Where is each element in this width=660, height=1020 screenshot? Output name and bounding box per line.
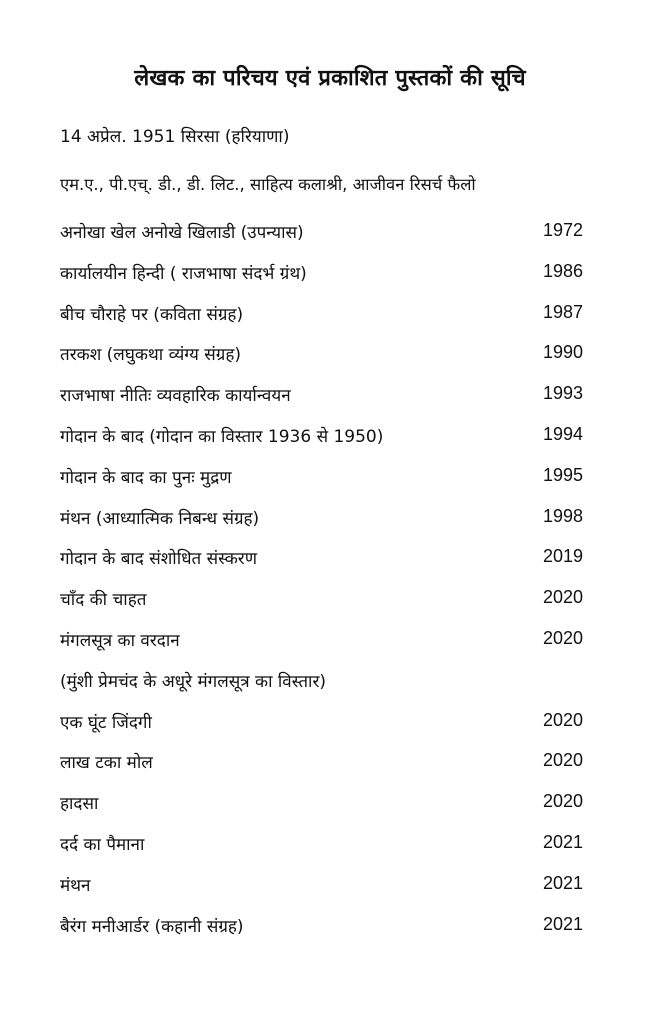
book-row bbox=[60, 791, 600, 832]
book-title: मंथन (आध्यात्मिक निबन्ध संग्रह) bbox=[60, 508, 260, 529]
book-row bbox=[60, 506, 600, 547]
book-year: 1994 bbox=[542, 423, 583, 444]
book-row bbox=[60, 302, 600, 343]
book-year: 1972 bbox=[542, 220, 583, 240]
book-row bbox=[60, 587, 600, 628]
book-title: गोदान के बाद संशोधित संस्करण bbox=[60, 549, 258, 570]
author-birth-info: 14 अप्रेल. 1951 सिरसा (हरियाणा) bbox=[60, 127, 290, 147]
book-year: 2020 bbox=[542, 709, 583, 730]
book-row bbox=[60, 914, 600, 955]
book-year: 1990 bbox=[542, 342, 583, 363]
book-title: दर्द का पैमाना bbox=[60, 834, 145, 855]
book-year: 2019 bbox=[542, 546, 583, 567]
book-subtitle-note: (मुंशी प्रेमचंद के अधूरे मंगलसूत्र का विस्तार) bbox=[60, 671, 327, 692]
book-title: लाख टका मोल bbox=[60, 753, 153, 774]
page-title: लेखक का परिचय एवं प्रकाशित पुस्तकों की सूचि bbox=[134, 66, 526, 91]
book-year: 1998 bbox=[542, 505, 583, 526]
book-year: 2021 bbox=[542, 872, 583, 893]
book-title: अनोखा खेल अनोखे खिलाडी (उपन्यास) bbox=[60, 223, 304, 243]
book-title: मंथन bbox=[60, 875, 91, 896]
book-row bbox=[60, 383, 600, 424]
book-year: 1987 bbox=[542, 301, 583, 322]
book-row bbox=[60, 750, 600, 791]
book-year: 1986 bbox=[542, 260, 583, 281]
book-row bbox=[60, 342, 600, 383]
book-title: बीच चौराहे पर (कविता संग्रह) bbox=[60, 304, 244, 325]
book-row bbox=[60, 424, 600, 465]
book-title: मंगलसूत्र का वरदान bbox=[60, 630, 180, 651]
book-row bbox=[60, 261, 600, 302]
book-year: 1995 bbox=[542, 464, 583, 485]
book-title: चाँद की चाहत bbox=[60, 590, 147, 611]
book-title: तरकश (लघुकथा व्यंग्य संग्रह) bbox=[60, 345, 242, 366]
book-title: एक घूंट जिंदगी bbox=[60, 712, 152, 733]
book-year: 2020 bbox=[542, 627, 583, 648]
book-row bbox=[60, 465, 600, 506]
book-year: 2020 bbox=[542, 587, 583, 608]
book-title: बैरंग मनीआर्डर (कहानी संग्रह) bbox=[60, 916, 244, 937]
book-row bbox=[60, 220, 600, 261]
book-year: 2020 bbox=[542, 750, 583, 771]
book-year: 2021 bbox=[542, 831, 583, 852]
book-title: राजभाषा नीतिः व्यवहारिक कार्यान्वयन bbox=[60, 386, 291, 407]
book-year: 2021 bbox=[542, 913, 583, 934]
book-year: 1993 bbox=[542, 383, 583, 404]
book-title: गोदान के बाद का पुनः मुद्रण bbox=[60, 467, 232, 488]
book-title: कार्यालयीन हिन्दी ( राजभाषा संदर्भ ग्रंथ) bbox=[60, 263, 307, 284]
book-row bbox=[60, 873, 600, 914]
book-list bbox=[60, 220, 600, 954]
author-qualifications: एम.ए., पी.एच्. डी., डी. लिट., साहित्य कलाश्री, आजीवन रिसर्च फैलो bbox=[60, 175, 476, 194]
book-row bbox=[60, 628, 600, 669]
book-title: गोदान के बाद (गोदान का विस्तार 1936 से 1950) bbox=[60, 426, 384, 447]
book-row-note bbox=[60, 669, 600, 710]
book-row bbox=[60, 832, 600, 873]
book-year: 2020 bbox=[542, 791, 583, 812]
book-row bbox=[60, 546, 600, 587]
book-title: हादसा bbox=[60, 794, 99, 815]
book-row bbox=[60, 710, 600, 751]
